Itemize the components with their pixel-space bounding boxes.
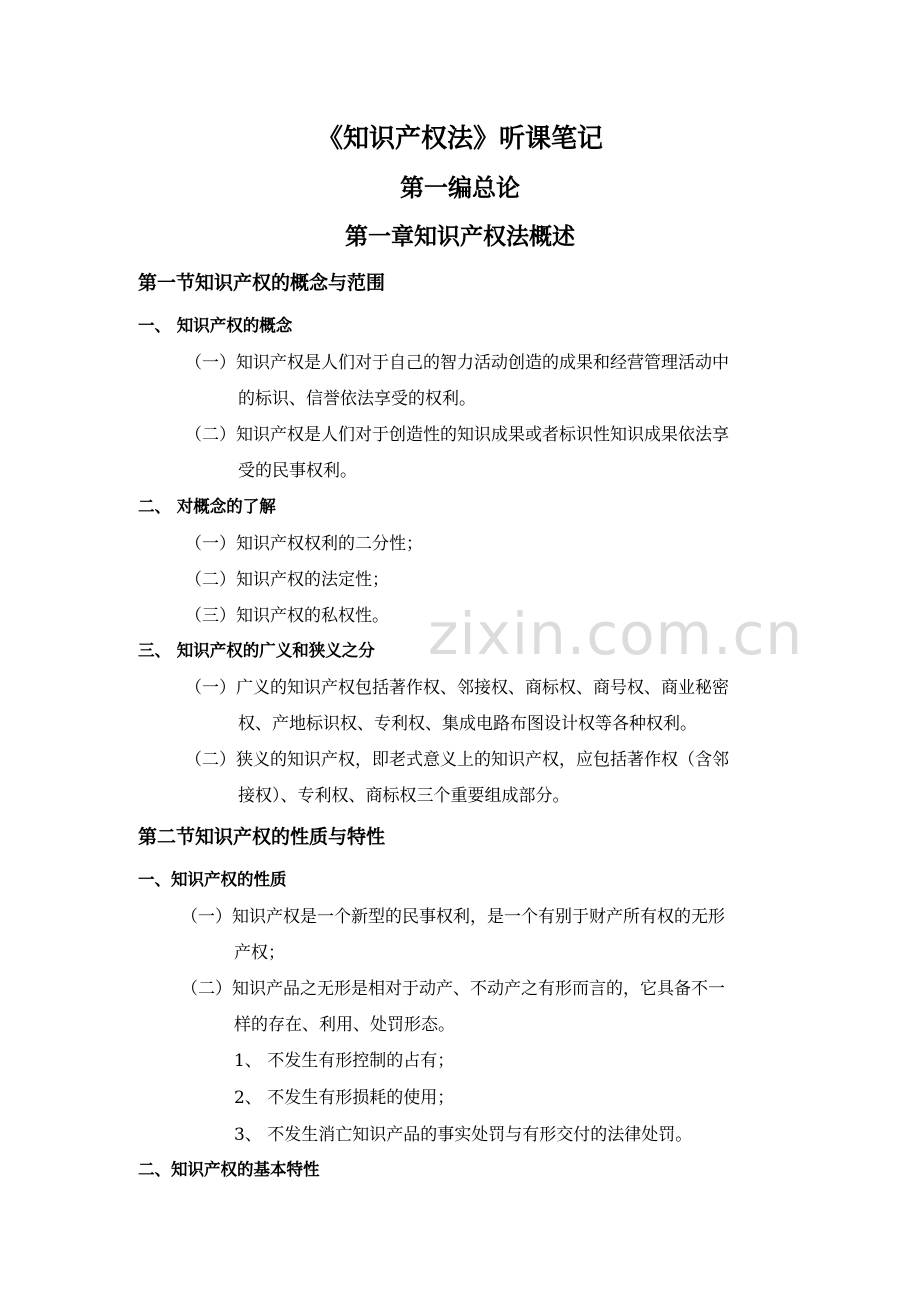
paragraph-line: （一）知识产权是一个新型的民事权利，是一个有别于财产所有权的无形 [181, 907, 725, 927]
paragraph-line: 接权）、专利权、商标权三个重要组成部分。 [238, 786, 570, 806]
paragraph-line: （二）知识产品之无形是相对于动产、不动产之有形而言的，它具备不一 [181, 979, 725, 999]
numbered-item: 2、 不发生有形损耗的使用； [234, 1088, 455, 1108]
subheading: 二、知识产权的基本特性 [138, 1160, 320, 1179]
paragraph-line: （一）知识产权权利的二分性； [185, 534, 423, 554]
watermark: zixin.com.cn [428, 600, 804, 668]
paragraph-line: 产权； [234, 943, 285, 963]
doc-title: 《知识产权法》听课笔记 [316, 124, 603, 154]
section-heading: 第一节知识产权的概念与范围 [138, 272, 386, 294]
paragraph-line: （一）知识产权是人们对于自己的智力活动创造的成果和经营管理活动中 [185, 353, 729, 373]
part-title: 第一编总论 [400, 174, 520, 202]
paragraph-line: （二）知识产权是人们对于创造性的知识成果或者标识性知识成果依法享 [185, 425, 729, 445]
paragraph-line: （一）广义的知识产权包括著作权、邻接权、商标权、商号权、商业秘密 [185, 678, 729, 698]
numbered-item: 1、 不发生有形控制的占有； [234, 1051, 455, 1071]
paragraph-line: （三）知识产权的私权性。 [185, 606, 389, 626]
paragraph-line: 受的民事权利。 [238, 461, 357, 481]
section-heading: 第二节知识产权的性质与特性 [138, 826, 386, 848]
paragraph-line: 样的存在、利用、处罚形态。 [234, 1015, 455, 1035]
subheading: 一、 知识产权的概念 [138, 316, 293, 335]
subheading: 二、 对概念的了解 [138, 497, 276, 516]
paragraph-line: 权、产地标识权、专利权、集成电路布图设计权等各种权利。 [238, 714, 697, 734]
numbered-item: 3、 不发生消亡知识产品的事实处罚与有形交付的法律处罚。 [234, 1125, 693, 1145]
chapter-title: 第一章知识产权法概述 [345, 224, 575, 250]
paragraph-line: 的标识、信誉依法享受的权利。 [238, 389, 476, 409]
subheading: 一、知识产权的性质 [138, 870, 287, 889]
paragraph-line: （二）知识产权的法定性； [185, 570, 389, 590]
paragraph-line: （二）狭义的知识产权，即老式意义上的知识产权，应包括著作权（含邻 [185, 750, 729, 770]
subheading: 三、 知识产权的广义和狭义之分 [138, 641, 375, 660]
